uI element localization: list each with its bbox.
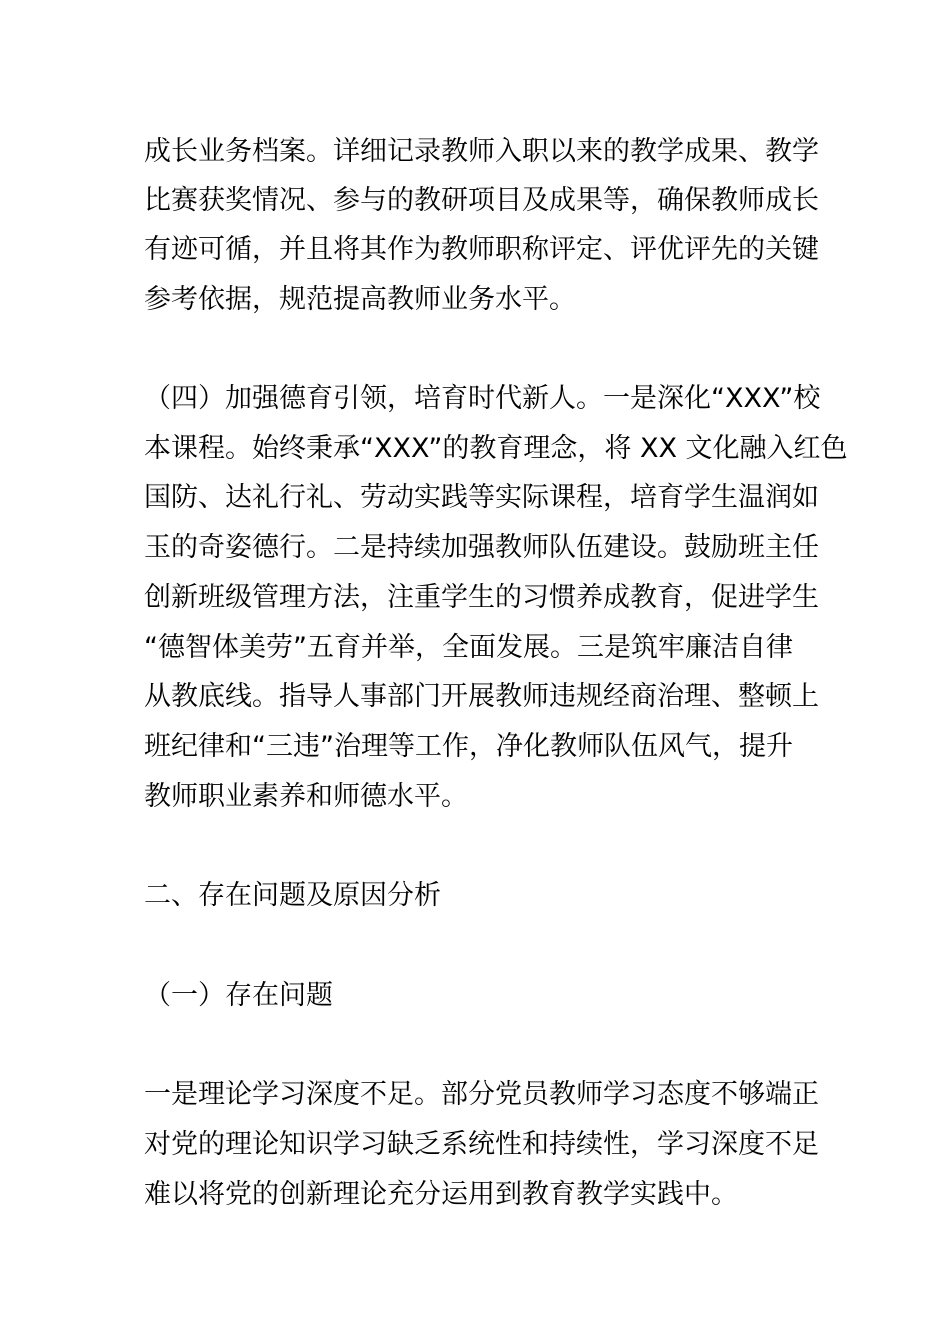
paragraph-3-line-2: 对党的理论知识学习缺乏系统性和持续性，学习深度不足 <box>144 1129 819 1160</box>
subsection-heading: （一）存在问题 <box>144 980 333 1011</box>
paragraph-1-line-4: 参考依据，规范提高教师业务水平。 <box>144 284 576 315</box>
paragraph-3-line-1: 一是理论学习深度不足。部分党员教师学习态度不够端正 <box>144 1079 819 1110</box>
paragraph-1-line-1: 成长业务档案。详细记录教师入职以来的教学成果、教学 <box>144 136 819 167</box>
paragraph-2-line-9: 教师职业素养和师德水平。 <box>144 781 468 812</box>
paragraph-2-line-1: （四）加强德育引领，培育时代新人。一是深化“XXX”校 <box>144 383 821 414</box>
paragraph-3-line-3: 难以将党的创新理论充分运用到教育教学实践中。 <box>144 1179 738 1210</box>
paragraph-2-line-6: “德智体美劳”五育并举，全面发展。三是筑牢廉洁自律 <box>144 632 793 663</box>
paragraph-2-line-8: 班纪律和“三违”治理等工作，净化教师队伍风气，提升 <box>144 731 793 762</box>
paragraph-1-line-3: 有迹可循，并且将其作为教师职称评定、评优评先的关键 <box>144 234 819 265</box>
paragraph-2-line-5: 创新班级管理方法，注重学生的习惯养成教育，促进学生 <box>144 582 819 613</box>
paragraph-2-line-2: 本课程。始终秉承“XXX”的教育理念，将 XX 文化融入红色 <box>144 433 848 464</box>
paragraph-1-line-2: 比赛获奖情况、参与的教研项目及成果等，确保教师成长 <box>144 185 819 216</box>
section-heading: 二、存在问题及原因分析 <box>144 880 441 911</box>
paragraph-2-line-3: 国防、达礼行礼、劳动实践等实际课程，培育学生温润如 <box>144 482 819 513</box>
paragraph-2-line-7: 从教底线。指导人事部门开展教师违规经商治理、整顿上 <box>144 681 819 712</box>
paragraph-2-line-4: 玉的奇姿德行。二是持续加强教师队伍建设。鼓励班主任 <box>144 532 819 563</box>
